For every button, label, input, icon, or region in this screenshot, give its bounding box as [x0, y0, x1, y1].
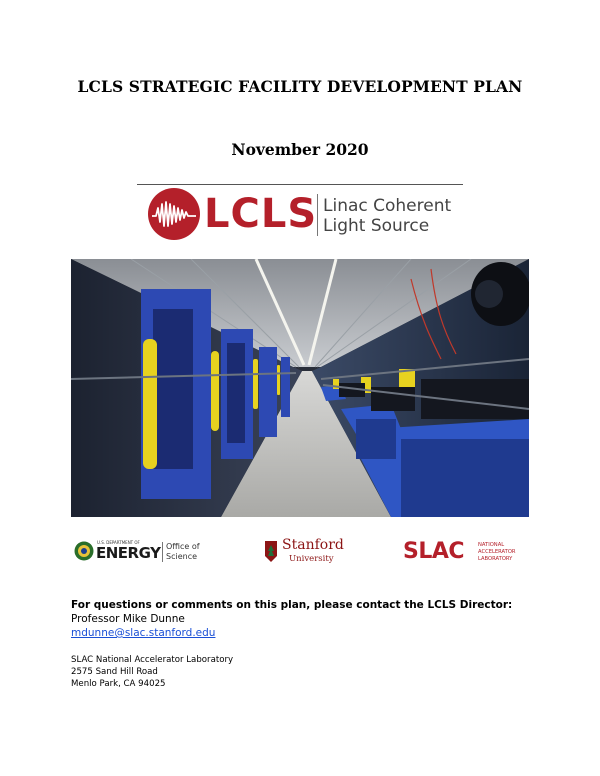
lcls-logo-divider [317, 194, 318, 236]
doe-department-label: U.S. DEPARTMENT OF [97, 540, 140, 545]
contact-email-link[interactable]: mdunne@slac.stanford.edu [71, 627, 216, 639]
document-date: November 2020 [231, 140, 369, 159]
slac-line-2: ACCELERATOR [478, 549, 516, 555]
slac-line-1: NATIONAL [478, 542, 505, 548]
accelerator-tunnel-photo [71, 259, 529, 517]
address-line-1: SLAC National Accelerator Laboratory [71, 655, 234, 665]
slac-wordmark: SLAC [403, 539, 465, 564]
lcls-logo [146, 186, 456, 242]
doe-office-line2: Science [166, 552, 198, 561]
slac-line-3: LABORATORY [478, 556, 513, 562]
stanford-tree-icon [263, 540, 279, 564]
doe-office-of-science-logo [74, 537, 200, 567]
stanford-wordmark: Stanford [282, 537, 344, 553]
doe-office-line1: Office of [166, 542, 200, 551]
contact-prompt: For questions or comments on this plan, please contact the LCLS Director: [71, 599, 513, 611]
lcls-subtitle-line2: Light Source [323, 216, 430, 236]
contact-block [71, 598, 512, 640]
doe-energy-wordmark: ENERGY [96, 544, 161, 562]
stanford-university-label: University [289, 554, 334, 564]
title-divider [137, 184, 463, 185]
lcls-subtitle-line1: Linac Coherent [323, 196, 452, 216]
slac-national-laboratory-logo [403, 537, 527, 567]
document-title: LCLS STRATEGIC FACILITY DEVELOPMENT PLAN [77, 77, 523, 96]
doe-divider [162, 542, 163, 562]
address-block [71, 654, 233, 690]
lcls-wave-icon [146, 186, 202, 242]
doe-seal-icon [74, 541, 94, 561]
stanford-university-logo [263, 537, 345, 567]
lcls-wordmark: LCLS [204, 191, 318, 237]
address-line-2: 2575 Sand Hill Road [71, 667, 158, 677]
contact-name: Professor Mike Dunne [71, 613, 185, 625]
address-line-3: Menlo Park, CA 94025 [71, 679, 166, 689]
